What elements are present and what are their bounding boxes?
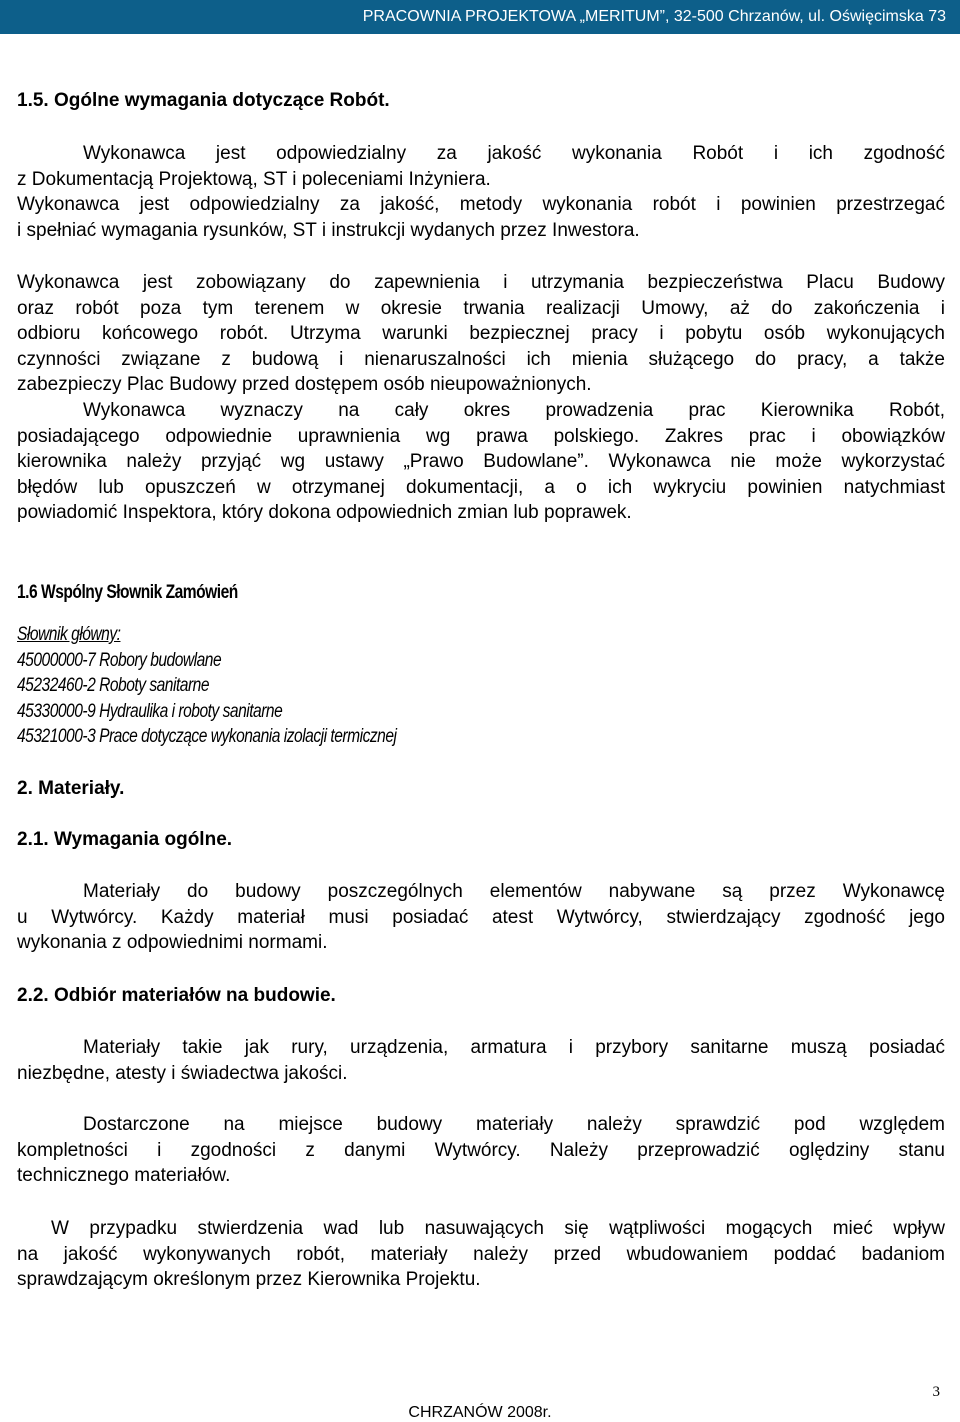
text-line: kompletności i zgodności z danymi Wytwórcy. Należy przeprowadzić oględziny stanu bbox=[17, 1139, 945, 1161]
text-line: Materiały do budowy poszczególnych elementów nabywane są przez Wykonawcę bbox=[83, 881, 945, 902]
text-line: Wykonawca wyznaczy na cały okres prowadzenia prac Kierownika Robót, bbox=[83, 399, 945, 421]
text-line: u Wytwórcy. Każdy materiał musi posiadać atest Wytwórcy, stwierdzający zgodność jego bbox=[17, 906, 945, 928]
page-number: 3 bbox=[932, 1384, 940, 1400]
section-heading-2-1: 2.1. Wymagania ogólne. bbox=[17, 829, 233, 850]
cpv-code: 45000000-7 Robory budowlane bbox=[17, 649, 222, 671]
text-line: niezbędne, atesty i świadectwa jakości. bbox=[17, 1062, 348, 1084]
cpv-code: 45321000-3 Prace dotyczące wykonania izolacji termicznej bbox=[17, 726, 397, 748]
text-line: zabezpieczy Plac Budowy przed dostępem osób nieupoważnionych. bbox=[17, 374, 592, 396]
text-line: odbioru końcowego robót. Utrzyma warunki bezpiecznej pracy i pobytu osób wykonujących bbox=[17, 323, 945, 345]
footer-text: CHRZANÓW 2008r. bbox=[408, 1404, 552, 1421]
paragraph-2-2-c bbox=[17, 1216, 945, 1293]
text-line: posiadającego odpowiednie uprawnienia wg prawa polskiego. Zakres prac i obowiązków bbox=[17, 425, 945, 447]
section-heading-1-5: 1.5. Ogólne wymagania dotyczące Robót. bbox=[17, 90, 390, 111]
text-line: wykonania z odpowiednimi normami. bbox=[17, 932, 328, 954]
text-line: technicznego materiałów. bbox=[17, 1165, 231, 1187]
text-line: powiadomić Inspektora, który dokona odpowiednich zmian lub poprawek. bbox=[17, 502, 632, 524]
text-line: czynności związane z budową i nienaruszalności ich mienia służącego do pracy, a także bbox=[17, 348, 945, 370]
text-line: W przypadku stwierdzenia wad lub nasuwających się wątpliwości mogących mieć wpływ bbox=[51, 1218, 945, 1239]
text-line: kierownika należy przyjąć wg ustawy „Prawo Budowlane”. Wykonawca nie może wykorzystać bbox=[17, 451, 945, 473]
text-line: Wykonawca jest odpowiedzialny za jakość wykonania Robót i ich zgodność bbox=[83, 143, 945, 164]
section-heading-2: 2. Materiały. bbox=[17, 778, 125, 799]
text-line: Materiały takie jak rury, urządzenia, armatura i przybory sanitarne muszą posiadać bbox=[83, 1037, 945, 1058]
text-line: sprawdzającym określonym przez Kierownika Projektu. bbox=[17, 1269, 481, 1291]
section-heading-2-2: 2.2. Odbiór materiałów na budowie. bbox=[17, 985, 336, 1006]
text-line: błędów lub opuszczeń w otrzymanej dokumentacji, a o ich wykryciu powinien natychmiast bbox=[17, 476, 945, 498]
paragraph-1-5-a bbox=[17, 141, 945, 243]
text-line: Wykonawca jest odpowiedzialny za jakość, metody wykonania robót i powinien przestrzegać bbox=[17, 194, 945, 216]
text-line: z Dokumentacją Projektową, ST i poleceniami Inżyniera. bbox=[17, 168, 491, 190]
paragraph-2-2-a bbox=[17, 1035, 945, 1086]
text-line: i spełniać wymagania rysunków, ST i instrukcji wydanych przez Inwestora. bbox=[17, 219, 640, 241]
cpv-subheading: Słownik główny: bbox=[17, 624, 121, 645]
paragraph-1-5-b bbox=[17, 270, 945, 526]
text-line: Dostarczone na miejsce budowy materiały należy sprawdzić pod względem bbox=[83, 1114, 945, 1135]
header-text: PRACOWNIA PROJEKTOWA „MERITUM”, 32-500 Chrzanów, ul. Oświęcimska 73 bbox=[362, 8, 946, 25]
paragraph-2-2-b bbox=[17, 1112, 945, 1189]
cpv-code: 45330000-9 Hydraulika i roboty sanitarne bbox=[17, 700, 283, 722]
text-line: oraz robót poza tym terenem w okresie trwania realizacji Umowy, aż do zakończenia i bbox=[17, 297, 945, 319]
text-line: na jakość wykonywanych robót, materiały należy przed wbudowaniem poddać badaniom bbox=[17, 1243, 945, 1265]
paragraph-2-1 bbox=[17, 879, 945, 956]
text-line: Wykonawca jest zobowiązany do zapewnienia i utrzymania bezpieczeństwa Placu Budowy bbox=[17, 272, 945, 293]
cpv-code: 45232460-2 Roboty sanitarne bbox=[17, 675, 210, 697]
cpv-list bbox=[17, 622, 945, 750]
section-heading-1-6: 1.6 Wspólny Słownik Zamówień bbox=[17, 582, 238, 603]
